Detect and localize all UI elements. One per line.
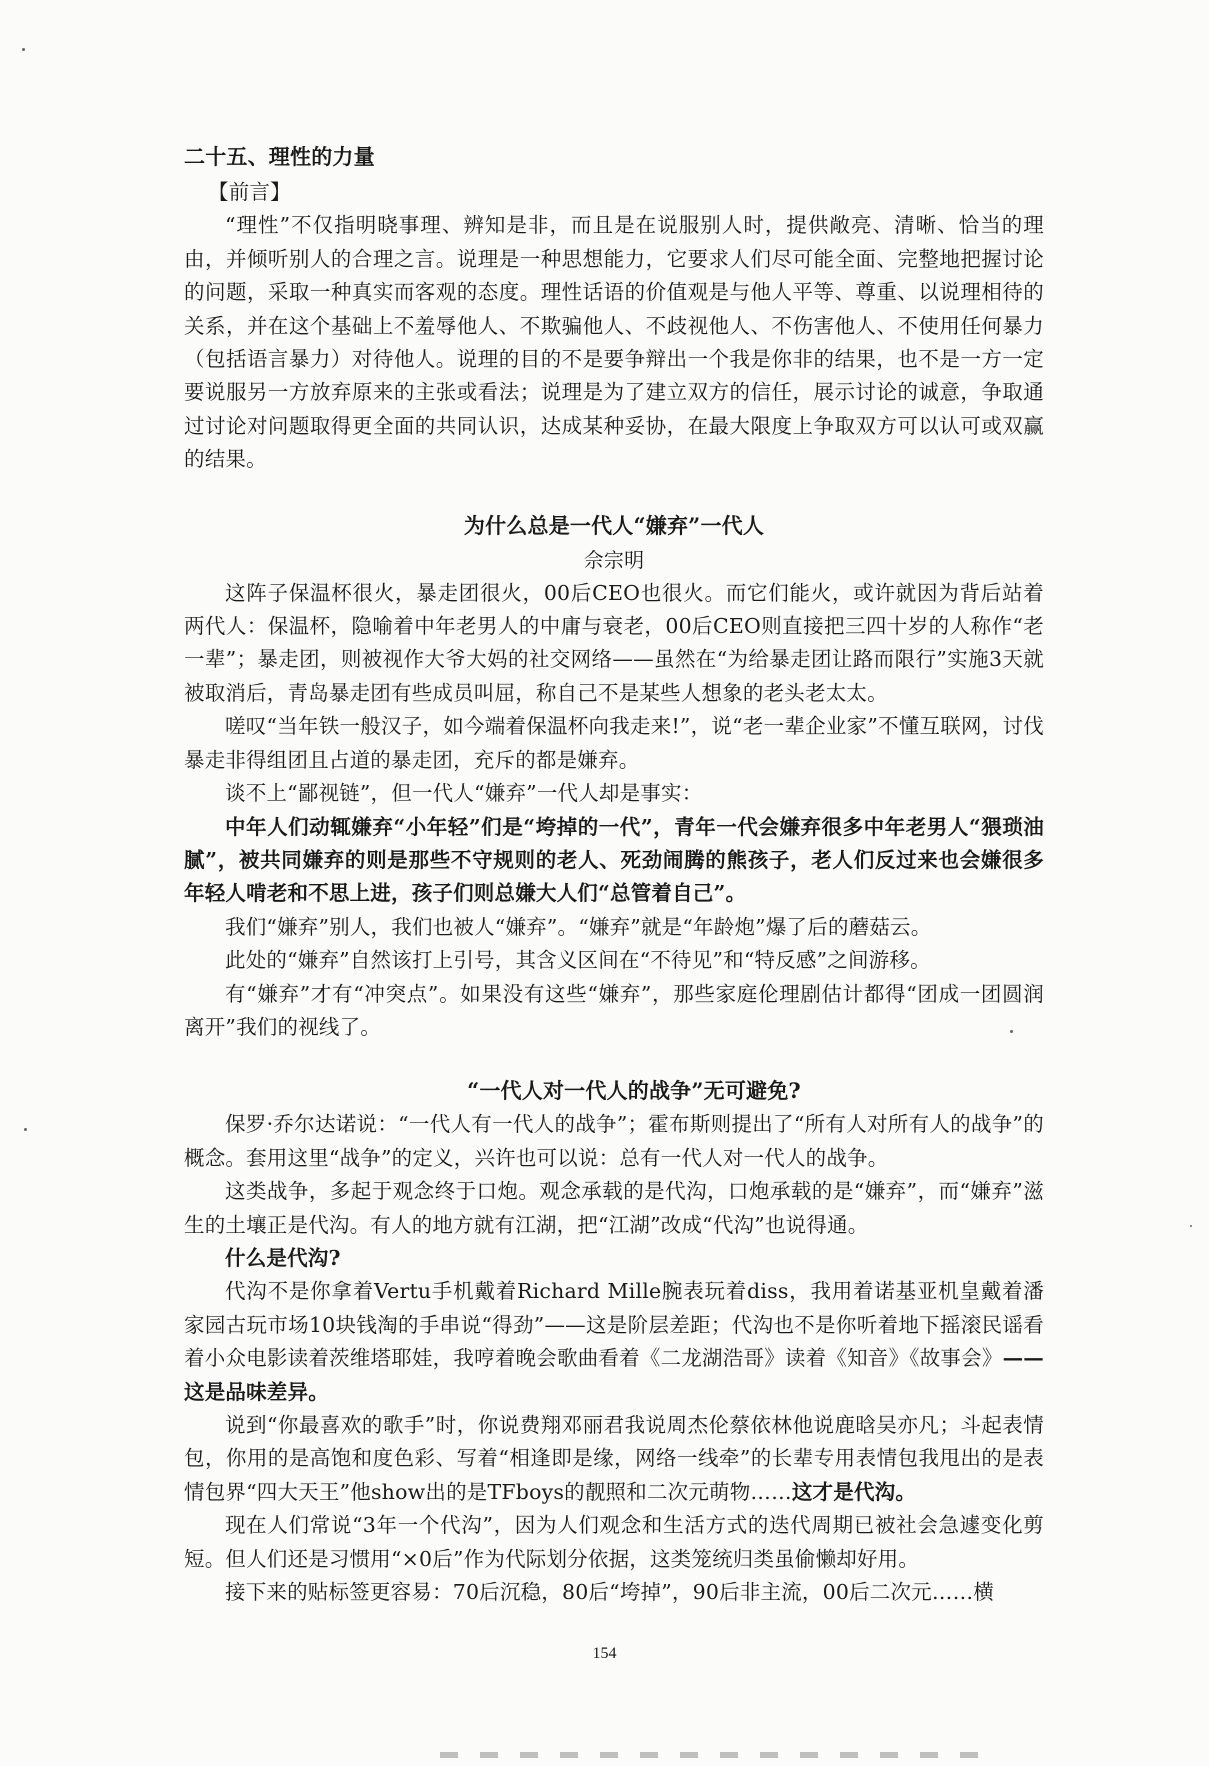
section-title: 二十五、理性的力量 bbox=[184, 144, 375, 169]
paragraph-vertu-emphasis: ——这是品味差异。 bbox=[184, 1346, 1044, 1404]
paragraph-singer-text: 说到“你最喜欢的歌手”时，你说费翔邓丽君我说周杰伦蔡依林他说鹿晗吴亦凡；斗起表情包，你用的是高饱和度色彩、写着“相逢即是缘，网络一线牵”的长辈专用表情包我甩出的是表情包界“四大天王”他show出的是TFboys的靓照和二次元萌物…… bbox=[184, 1413, 1044, 1504]
paragraph: 嗟叹“当年铁一般汉子，如今端着保温杯向我走来!”，说“老一辈企业家”不懂互联网，讨伐暴走非得组团且占道的暴走团，充斥的都是嫌弃。 bbox=[184, 714, 1044, 772]
preface-text: “理性”不仅指明晓事理、辨知是非，而且是在说服别人时，提供敞亮、清晰、恰当的理由，并倾听别人的合理之言。说理是一种思想能力，它要求人们尽可能全面、完整地把握讨论的问题，采取一种真实而客观的态度。理性话语的价值观是与他人平等、尊重、以说理相待的关系，并在这个基础上不羞辱他人、不欺骗他人、不歧视他人、不伤害他人、不使用任何暴力（包括语言暴力）对待他人。说理的目的不是要争辩出一个我是你非的结果，也不是一方一定要说服另一方放弃原来的主张或看法；说理是为了建立双方的信任，展示讨论的诚意，争取通过讨论对问题取得更全面的共同认识，达成某种妥协，在最大限度上争取双方可以认可或双赢的结果。 bbox=[184, 213, 1044, 472]
paragraph: 我们“嫌弃”别人，我们也被人“嫌弃”。“嫌弃”就是“年龄炮”爆了后的蘑菇云。 bbox=[225, 914, 932, 939]
spacer bbox=[184, 1044, 1044, 1074]
preface-label: 【前言】 bbox=[208, 180, 291, 204]
spacer bbox=[184, 477, 1044, 509]
paragraph: 这类战争，多起于观念终于口炮。观念承载的是代沟，口炮承载的是“嫌弃”，而“嫌弃”滋生的土壤正是代沟。有人的地方就有江湖，把“江湖”改成“代沟”也说得通。 bbox=[184, 1179, 1044, 1237]
page-content bbox=[184, 140, 1044, 1609]
paragraph: 保罗·乔尔达诺说：“一代人有一代人的战争”；霍布斯则提出了“所有人对所有人的战争”的概念。套用这里“战争”的定义，兴许也可以说：总有一代人对一代人的战争。 bbox=[184, 1112, 1044, 1170]
paragraph-vertu-text: 代沟不是你拿着Vertu手机戴着Richard Mille腕表玩着diss，我用着诺基亚机皇戴着潘家园古玩市场10块钱淘的手串说“得劲”——这是阶层差距；代沟也不是你听着地下摇滚民谣看着小众电影读着茨维塔耶娃，我哼着晚会歌曲看着《二龙湖浩哥》读着《知音》《故事会》 bbox=[184, 1279, 1044, 1371]
question-heading: 什么是代沟? bbox=[225, 1245, 341, 1270]
article-title: 为什么总是一代人“嫌弃”一代人 bbox=[463, 512, 765, 538]
scan-streak bbox=[440, 1752, 1000, 1758]
page-number: 154 bbox=[592, 1645, 617, 1662]
scan-speck bbox=[22, 48, 25, 51]
paragraph-singer-emphasis: 这才是代沟。 bbox=[791, 1479, 917, 1504]
author-name: 佘宗明 bbox=[583, 547, 645, 572]
sub-title: “一代人对一代人的战争”无可避免? bbox=[467, 1078, 801, 1104]
paragraph-vertu bbox=[184, 1275, 1044, 1409]
scan-speck bbox=[24, 1128, 27, 1131]
paragraph: 谈不上“鄙视链”，但一代人“嫌弃”一代人却是事实： bbox=[225, 781, 703, 806]
paragraph: 有“嫌弃”才有“冲突点”。如果没有这些“嫌弃”，那些家庭伦理剧估计都得“团成一团圆润离开”我们的视线了。 bbox=[184, 981, 1044, 1039]
bold-paragraph: 中年人们动辄嫌弃“小年轻”们是“垮掉的一代”，青年一代会嫌弃很多中年老男人“猥琐油腻”，被共同嫌弃的则是那些不守规则的老人、死劲闹腾的熊孩子，老人们反过来也会嫌很多年轻人啃老和不思上进，孩子们则总嫌大人们“总管着自己”。 bbox=[184, 814, 1044, 906]
scan-speck bbox=[1190, 1225, 1192, 1227]
paragraph: 此处的“嫌弃”自然该打上引号，其含义区间在“不待见”和“特反感”之间游移。 bbox=[225, 948, 931, 973]
scan-speck bbox=[1010, 1030, 1013, 1033]
paragraph-singer bbox=[184, 1409, 1044, 1509]
paragraph: 这阵子保温杯很火，暴走团很火，00后CEO也很火。而它们能火，或许就因为背后站着两代人：保温杯，隐喻着中年老男人的中庸与衰老，00后CEO则直接把三四十岁的人称作“老一辈”；暴走团，则被视作大爷大妈的社交网络——虽然在“为给暴走团让路而限行”实施3天就被取消后，青岛暴走团有些成员叫屈，称自己不是某些人想象的老头老太太。 bbox=[184, 580, 1044, 705]
paragraph: 现在人们常说“3年一个代沟”，因为人们观念和生活方式的迭代周期已被社会急遽变化剪短。但人们还是习惯用“×0后”作为代际划分依据，这类笼统归类虽偷懒却好用。 bbox=[184, 1513, 1044, 1571]
paragraph: 接下来的贴标签更容易：70后沉稳，80后“垮掉”，90后非主流，00后二次元……横 bbox=[225, 1580, 995, 1605]
